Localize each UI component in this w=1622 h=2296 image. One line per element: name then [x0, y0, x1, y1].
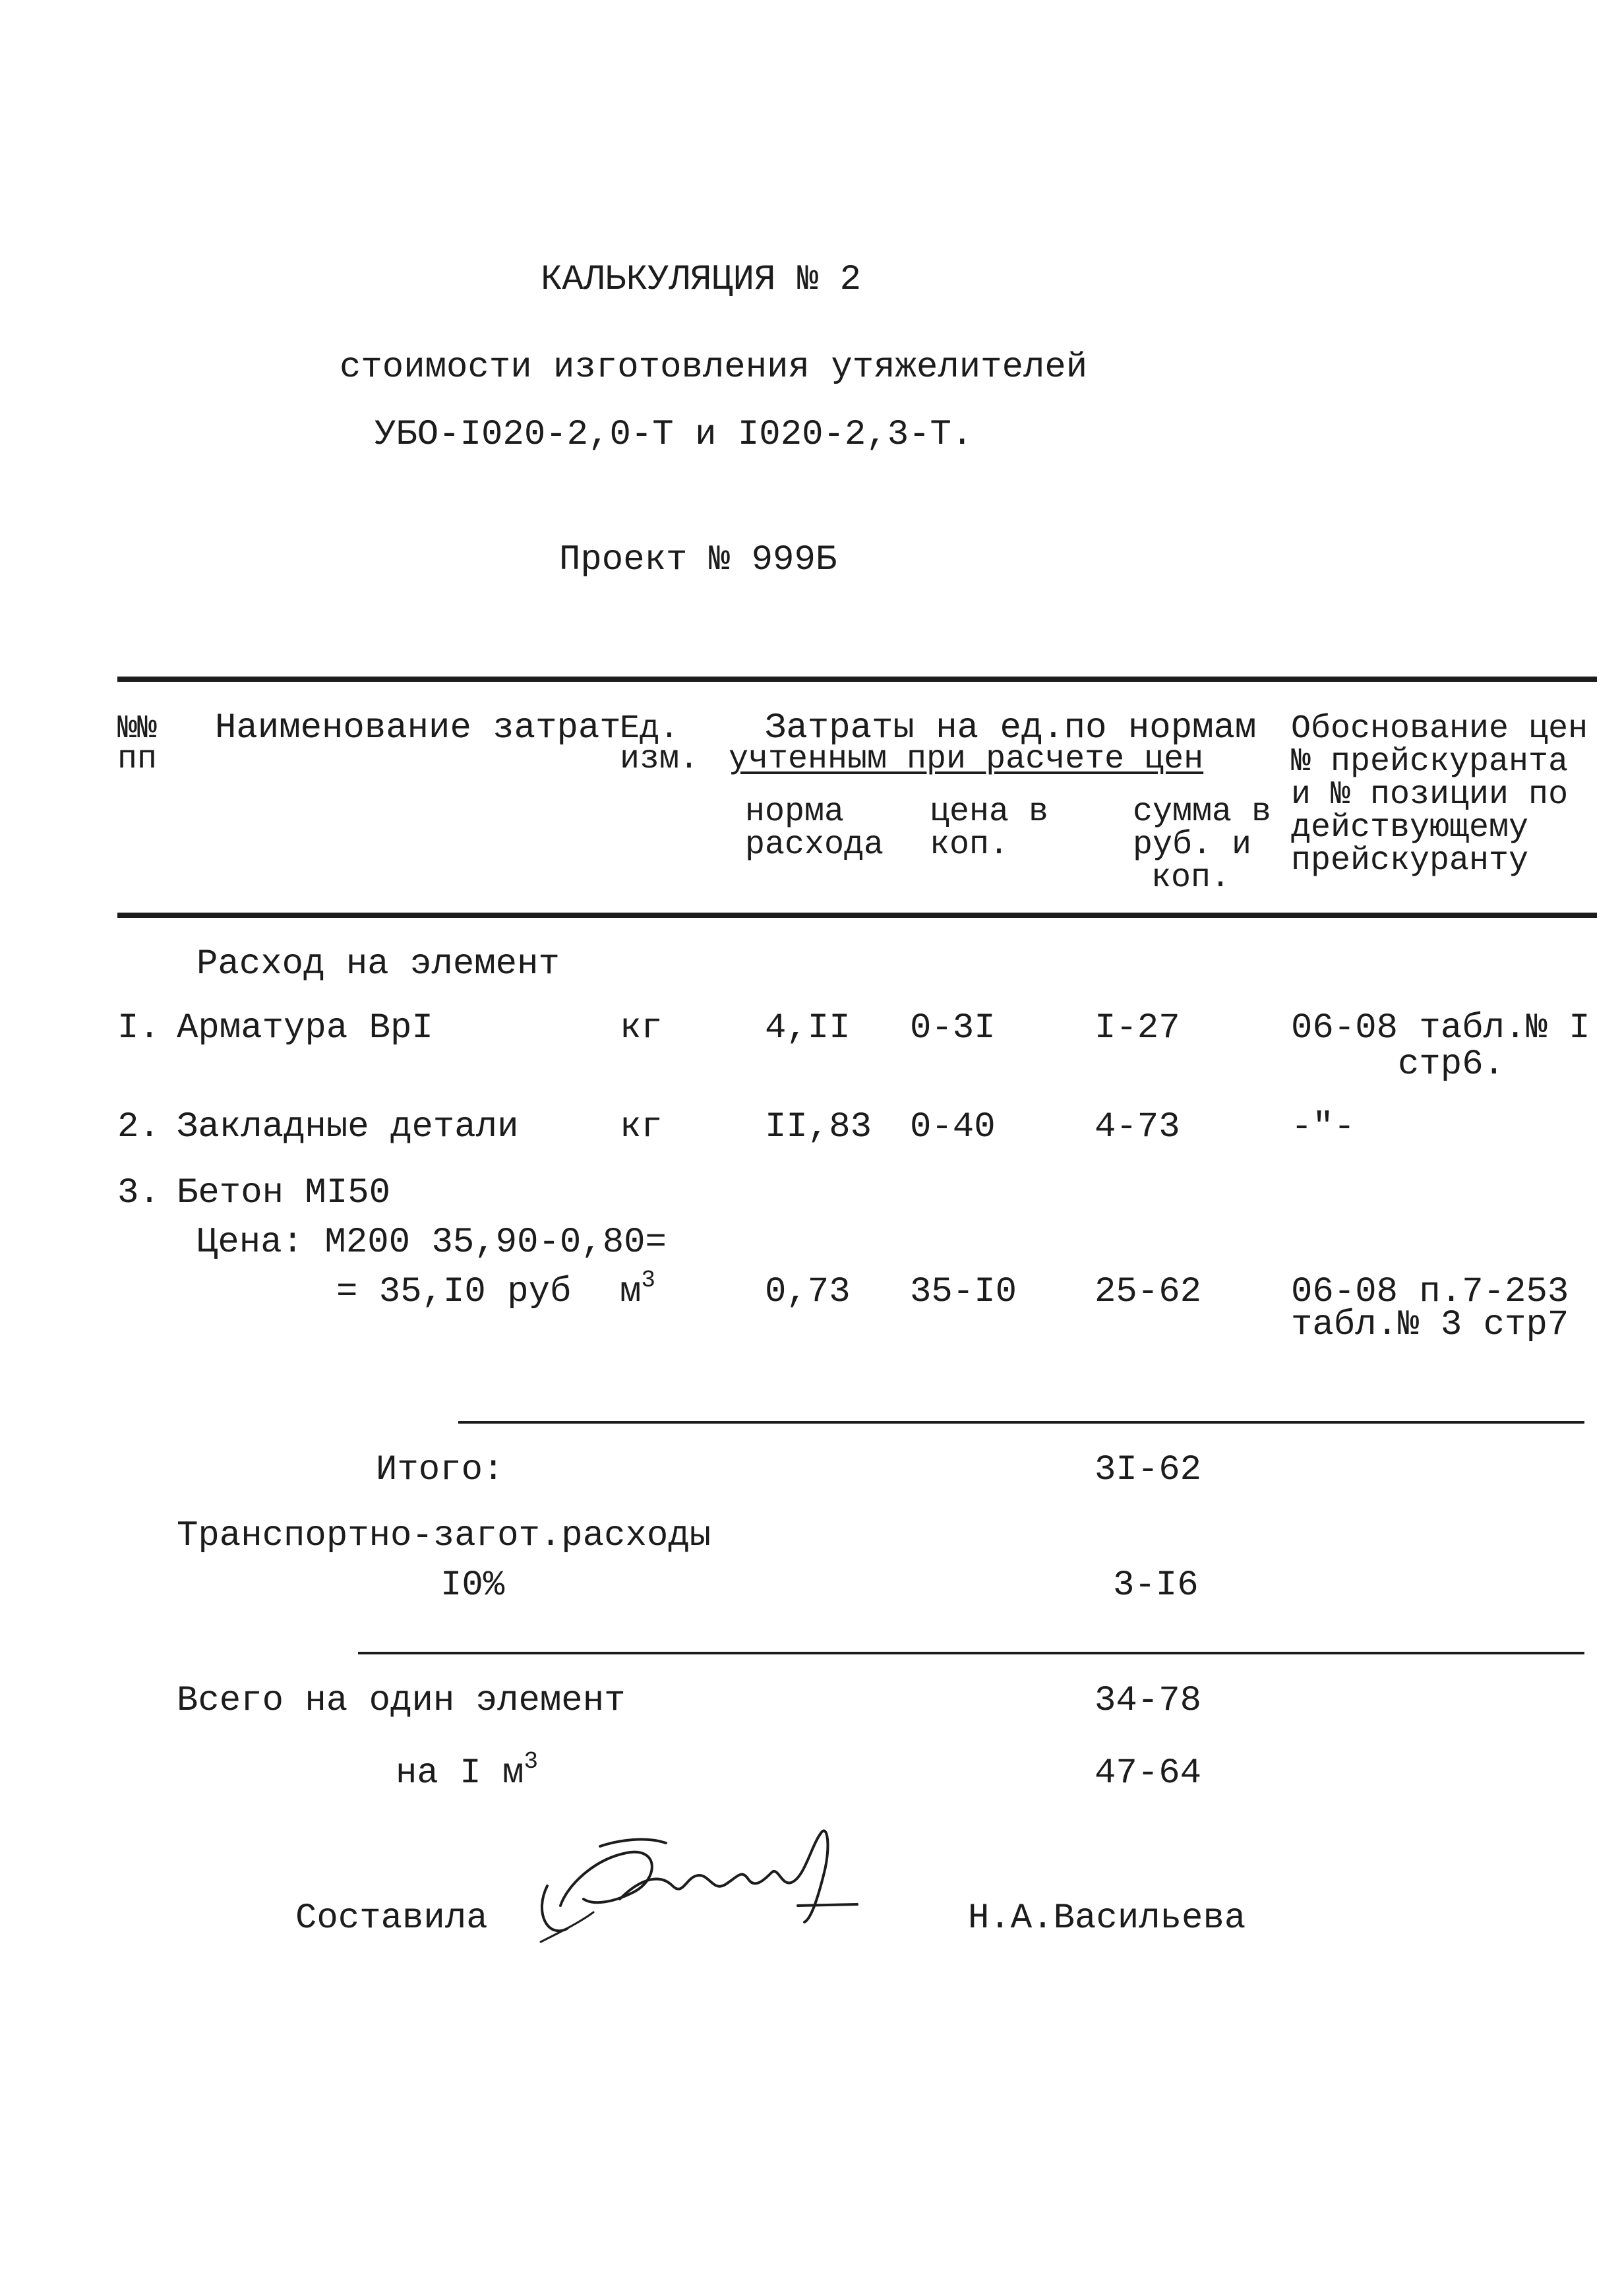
cost-group-header-2: учтенным при расчете цен [729, 740, 1204, 778]
col-num-header-2: пп [117, 740, 158, 778]
document-title: КАЛЬКУЛЯЦИЯ № 2 [541, 260, 862, 300]
author-name: Н.А.Васильева [968, 1898, 1246, 1939]
col-unit-header-1: Ед. [620, 710, 680, 748]
col-basis-header-1: Обоснование цен [1291, 710, 1588, 748]
row-1-basis-2: стр6. [1398, 1044, 1505, 1085]
sub-norm-header-2: расхода [745, 826, 884, 864]
row-2-unit: кг [620, 1107, 663, 1147]
col-num-header-1: №№ [117, 710, 158, 748]
row-2-num: 2. [117, 1107, 160, 1147]
row-2-sum: 4-73 [1095, 1107, 1180, 1147]
row-3-sum: 25-62 [1095, 1272, 1202, 1312]
section-title: Расход на элемент [196, 944, 560, 984]
row-2-price: 0-40 [910, 1107, 996, 1147]
row-1-name: Арматура ВрI [177, 1008, 433, 1048]
row-1-sum: I-27 [1095, 1008, 1180, 1048]
col-unit-header-2: изм. [620, 740, 700, 778]
document-subtitle-product: УБО-I020-2,0-Т и I020-2,3-Т. [375, 415, 973, 455]
transport-label: Транспортно-загот.расходы [177, 1516, 711, 1556]
row-1-norm: 4,II [765, 1008, 851, 1048]
row-1-basis-1: 06-08 табл.№ I [1291, 1008, 1590, 1048]
row-2-basis-1: -"- [1291, 1107, 1356, 1147]
col-basis-header-2: № прейскуранта [1291, 743, 1569, 781]
table-header-rule [117, 913, 1597, 918]
sub-price-header-2: коп. [930, 826, 1009, 864]
vsego-value: 34-78 [1095, 1681, 1202, 1721]
row-3-price: 35-I0 [910, 1272, 1017, 1312]
row-2-name: Закладные детали [177, 1107, 519, 1147]
cost-group-header: Затраты на ед.по нормам [765, 708, 1257, 748]
document-subtitle: стоимости изготовления утяжелителей [340, 347, 1088, 388]
compiled-by-label: Составила [295, 1898, 488, 1939]
row-1-unit: кг [620, 1008, 663, 1048]
col-basis-header-3: и № позиции по [1291, 776, 1569, 814]
totals-rule [458, 1421, 1584, 1424]
row-1-num: I. [117, 1008, 160, 1048]
transport-percent: I0% [440, 1565, 505, 1606]
col-basis-header-5: прейскуранту [1291, 842, 1529, 880]
per-m3-label [396, 1748, 539, 1794]
per-m3-value: 47-64 [1095, 1753, 1202, 1794]
per-m3-label-base: на I м [396, 1753, 524, 1794]
sub-sum-header-2: руб. и [1133, 826, 1252, 864]
row-3-unit [620, 1267, 656, 1312]
grand-total-rule [358, 1652, 1584, 1654]
row-3-norm: 0,73 [765, 1272, 851, 1312]
row-3-name-line3: = 35,I0 руб [336, 1272, 572, 1312]
itogo-value: 3I-62 [1095, 1450, 1202, 1490]
transport-value: 3-I6 [1113, 1565, 1199, 1606]
vsego-label: Всего на один элемент [177, 1681, 626, 1721]
project-number: Проект № 999Б [559, 540, 837, 580]
itogo-label: Итого: [376, 1450, 504, 1490]
per-m3-label-sup: 3 [524, 1748, 539, 1775]
sub-sum-header-1: сумма в [1133, 793, 1272, 831]
sub-norm-header-1: норма [745, 793, 845, 831]
row-3-unit-sup: 3 [641, 1267, 656, 1294]
row-3-name-line2: Цена: М200 35,90-0,80= [196, 1223, 667, 1263]
row-3-basis-1: 06-08 п.7-253 [1291, 1272, 1569, 1312]
sub-price-header-1: цена в [930, 793, 1049, 831]
row-3-basis-2: табл.№ 3 стр7 [1291, 1305, 1569, 1345]
col-name-header: Наименование затрат [215, 708, 621, 748]
row-3-num: 3. [117, 1173, 160, 1213]
row-3-name: Бетон МI50 [177, 1173, 391, 1213]
row-3-unit-base: м [620, 1272, 642, 1312]
row-2-norm: II,83 [765, 1107, 872, 1147]
row-1-price: 0-3I [910, 1008, 996, 1048]
sub-sum-header-3: коп. [1151, 859, 1231, 897]
signature-image [521, 1807, 890, 1958]
table-top-rule [117, 677, 1597, 682]
col-basis-header-4: действующему [1291, 809, 1529, 847]
